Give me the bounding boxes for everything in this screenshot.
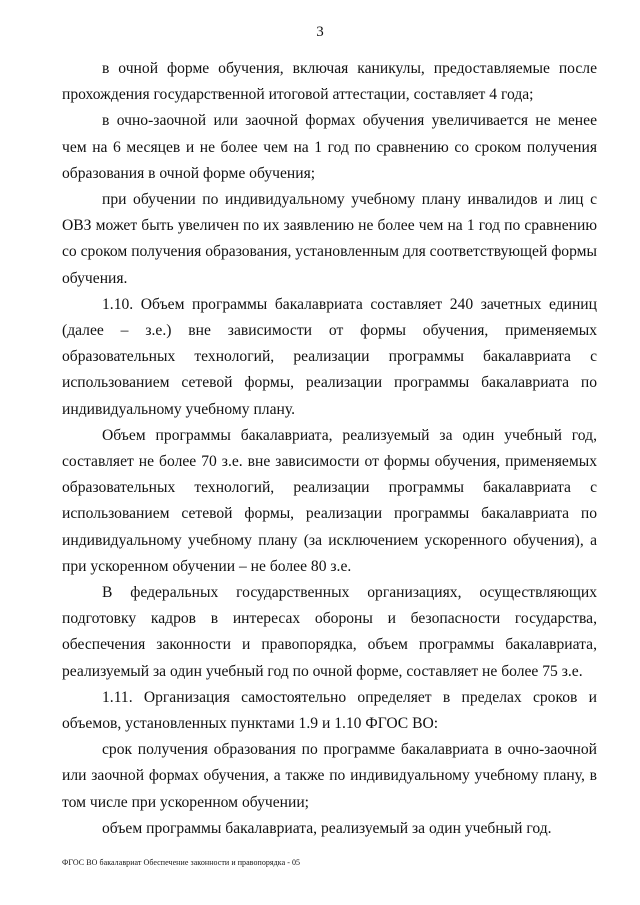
paragraph: 1.10. Объем программы бакалавриата составляет 240 зачетных единиц (далее – з.е.) вне зависимости от формы обучения, применяемых образовательных технологий, реализации программы бакалавриата с использованием сетевой формы, реализации программы бакалавриата по индивидуальному учебному плану. bbox=[62, 295, 597, 418]
paragraph: 1.11. Организация самостоятельно определяет в пределах сроков и объемов, установленных пунктами 1.9 и 1.10 ФГОС ВО: bbox=[62, 688, 597, 733]
paragraph: срок получения образования по программе бакалавриата в очно-заочной или заочной формах обучения, а также по индивидуальному учебному плану, в том числе при ускоренном обучении; bbox=[62, 741, 597, 811]
paragraph: при обучении по индивидуальному учебному плану инвалидов и лиц с ОВЗ может быть увеличен по их заявлению не более чем на 1 год по сравнению со сроком получения образования, установленным для соответствующей формы обучения. bbox=[62, 191, 597, 287]
footer-caption: ФГОС ВО бакалавриат Обеспечение законности и правопорядка - 05 bbox=[62, 858, 301, 867]
document-body bbox=[62, 56, 597, 842]
paragraph: в очно-заочной или заочной формах обучения увеличивается не менее чем на 6 месяцев и не более чем на 1 год по сравнению со сроком получения образования в очной форме обучения; bbox=[62, 112, 597, 182]
paragraph: в очной форме обучения, включая каникулы, предоставляемые после прохождения государственной итоговой аттестации, составляет 4 года; bbox=[62, 60, 597, 104]
page-number: 3 bbox=[316, 24, 324, 40]
paragraph: Объем программы бакалавриата, реализуемый за один учебный год, составляет не более 70 з.е. вне зависимости от формы обучения, применяемых образовательных технологий, реализации программы бакалавриата с использованием сетевой формы, реализации программы бакалавриата по индивидуальному учебному плану (за исключением ускоренного обучения), а при ускоренном обучении – не более 80 з.е. bbox=[62, 426, 597, 575]
paragraph: В федеральных государственных организациях, осуществляющих подготовку кадров в интересах обороны и безопасности государства, обеспечения законности и правопорядка, объем программы бакалавриата, реализуемый за один учебный год по очной форме, составляет не более 75 з.е. bbox=[62, 584, 597, 680]
paragraph: объем программы бакалавриата, реализуемый за один учебный год. bbox=[102, 819, 552, 837]
